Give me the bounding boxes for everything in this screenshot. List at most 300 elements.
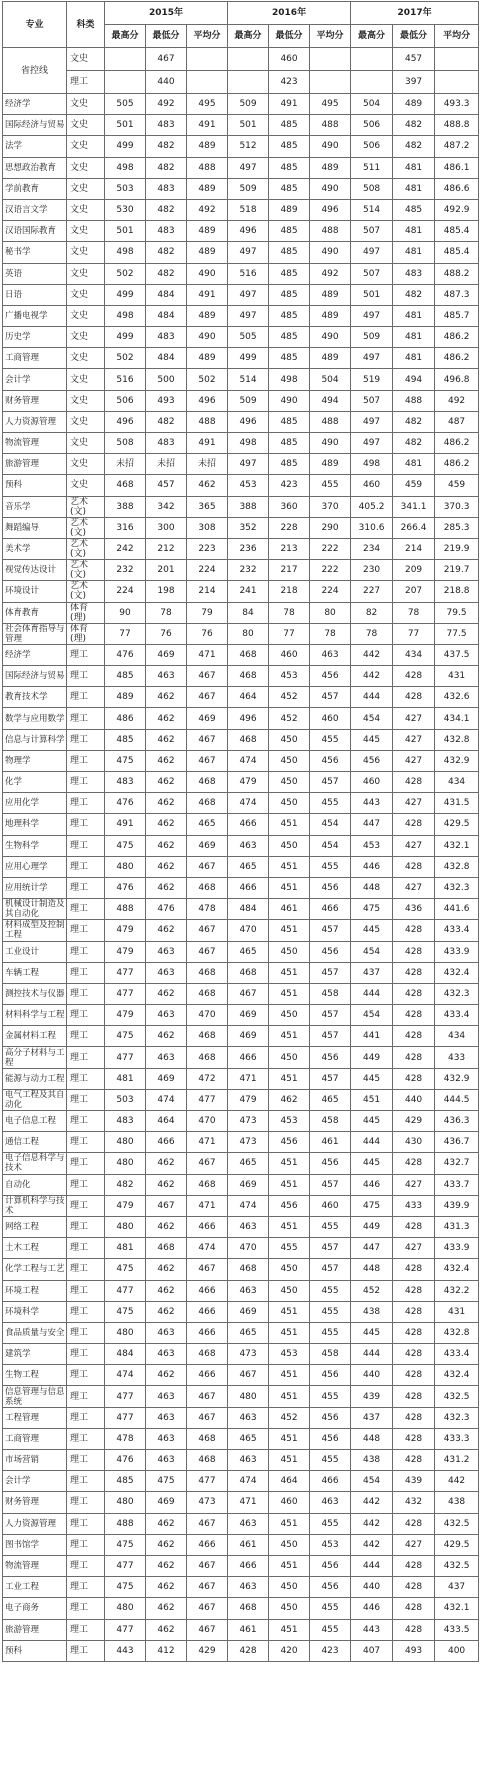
min-score-2016-cell: 464 [269, 1471, 310, 1492]
avg-score-2016-cell: 456 [310, 1047, 351, 1068]
table-row [3, 1132, 479, 1153]
min-score-2016-cell: 78 [269, 602, 310, 623]
max-score-2015-cell: 503 [105, 1089, 146, 1110]
avg-score-2015-cell: 488 [187, 157, 228, 178]
category-cell: 文史 [67, 305, 105, 326]
min-score-2015-cell: 469 [146, 1068, 187, 1089]
table-row [3, 411, 479, 432]
min-score-2016-cell: 485 [269, 348, 310, 369]
major-name-cell: 环境设计 [3, 581, 67, 602]
max-score-2017-cell: 442 [351, 1492, 393, 1513]
min-score-2017-cell: 428 [393, 1280, 435, 1301]
max-score-2016-cell: 471 [228, 1068, 269, 1089]
min-score-2015-cell: 未招 [146, 454, 187, 475]
avg-score-2015-cell: 466 [187, 1534, 228, 1555]
avg-score-2016-cell: 457 [310, 962, 351, 983]
max-score-2016-cell: 453 [228, 475, 269, 496]
avg-score-2015-cell: 471 [187, 1195, 228, 1216]
min-score-2015-cell: 462 [146, 1216, 187, 1237]
min-score-2017-cell: 428 [393, 1386, 435, 1407]
max-score-2015-cell: 443 [105, 1640, 146, 1661]
avg-score-2016-cell: 78 [310, 623, 351, 644]
min-score-2015-cell: 462 [146, 1259, 187, 1280]
avg-score-2016-cell: 489 [310, 284, 351, 305]
table-row [3, 1026, 479, 1047]
avg-score-2017-cell: 485.4 [435, 242, 479, 263]
max-score-2016-cell: 469 [228, 1026, 269, 1047]
table-row [3, 1216, 479, 1237]
max-score-2016-cell: 465 [228, 1428, 269, 1449]
admission-scores-table [2, 1, 479, 1662]
max-score-2016-cell: 473 [228, 1344, 269, 1365]
max-score-2016-cell: 496 [228, 708, 269, 729]
avg-score-2016-cell: 456 [310, 1555, 351, 1576]
avg-score-2016-cell: 290 [310, 517, 351, 538]
max-score-2016-cell: 468 [228, 644, 269, 665]
min-score-2016-cell: 450 [269, 729, 310, 750]
min-score-2016-cell: 455 [269, 1238, 310, 1259]
category-cell: 文史 [67, 178, 105, 199]
category-cell: 文史 [67, 284, 105, 305]
max-score-2016-cell: 466 [228, 1555, 269, 1576]
min-score-2016-cell: 217 [269, 560, 310, 581]
avg-score-2017-cell: 433.9 [435, 941, 479, 962]
max-score-2017-cell: 454 [351, 1471, 393, 1492]
avg-score-2017-cell: 496.8 [435, 369, 479, 390]
category-cell: 理工 [67, 877, 105, 898]
category-cell: 理工 [67, 708, 105, 729]
major-name-cell: 会计学 [3, 1471, 67, 1492]
avg-score-2017-cell: 432.4 [435, 1259, 479, 1280]
avg-score-2016-cell: 455 [310, 1619, 351, 1640]
min-score-2016-cell: 451 [269, 1068, 310, 1089]
avg-score-2017-cell: 432.2 [435, 1280, 479, 1301]
major-name-cell: 市场营销 [3, 1450, 67, 1471]
table-row [3, 708, 479, 729]
avg-score-2016-cell: 454 [310, 814, 351, 835]
max-score-2015-cell: 479 [105, 920, 146, 941]
min-score-2017-cell: 481 [393, 242, 435, 263]
category-cell: 文史 [67, 48, 105, 71]
avg-score-2015-cell: 495 [187, 94, 228, 115]
avg-score-2016-cell: 457 [310, 772, 351, 793]
min-score-2017-cell: 482 [393, 136, 435, 157]
category-cell: 理工 [67, 1322, 105, 1343]
major-name-cell: 物流管理 [3, 433, 67, 454]
min-score-2017-cell: 482 [393, 433, 435, 454]
avg-score-2016-cell: 490 [310, 242, 351, 263]
max-score-2017-cell: 508 [351, 178, 393, 199]
min-score-2015-cell: 482 [146, 263, 187, 284]
avg-score-2017-cell: 433.9 [435, 1238, 479, 1259]
major-name-cell: 物流管理 [3, 1555, 67, 1576]
min-score-2016-cell: 451 [269, 1301, 310, 1322]
table-row [3, 327, 479, 348]
table-header [3, 2, 479, 48]
avg-score-2017-cell: 433.4 [435, 920, 479, 941]
max-score-2015-cell: 483 [105, 772, 146, 793]
min-score-2016-cell: 77 [269, 623, 310, 644]
avg-score-2015-cell: 468 [187, 983, 228, 1004]
avg-score-2016-cell: 456 [310, 750, 351, 771]
max-score-header: 最高分 [228, 25, 269, 48]
min-score-2015-cell: 462 [146, 687, 187, 708]
max-score-2017-cell: 453 [351, 835, 393, 856]
min-score-2016-cell: 451 [269, 983, 310, 1004]
max-score-2017-cell: 446 [351, 1598, 393, 1619]
min-score-2015-cell: 463 [146, 941, 187, 962]
max-score-2015-cell: 90 [105, 602, 146, 623]
province-line-2016: 460 [269, 48, 310, 71]
category-cell: 艺术(文) [67, 581, 105, 602]
min-score-2015-cell: 462 [146, 1153, 187, 1174]
min-score-2015-cell: 466 [146, 1132, 187, 1153]
avg-score-2017-cell: 486.1 [435, 157, 479, 178]
major-name-cell: 电子商务 [3, 1598, 67, 1619]
avg-score-2016-cell: 456 [310, 1407, 351, 1428]
table-row [3, 433, 479, 454]
min-score-2017-cell: 427 [393, 877, 435, 898]
category-cell: 文史 [67, 221, 105, 242]
max-score-2015-cell: 480 [105, 1322, 146, 1343]
avg-score-2015-cell: 489 [187, 136, 228, 157]
avg-score-2016-cell: 455 [310, 475, 351, 496]
avg-score-2017-cell: 441.6 [435, 899, 479, 920]
max-score-2017-cell: 501 [351, 284, 393, 305]
max-score-2016-cell: 470 [228, 1238, 269, 1259]
avg-score-2015-cell: 467 [187, 1555, 228, 1576]
major-name-cell: 思想政治教育 [3, 157, 67, 178]
max-score-2016-cell: 466 [228, 1047, 269, 1068]
category-cell: 理工 [67, 644, 105, 665]
min-score-2016-cell: 451 [269, 1153, 310, 1174]
max-score-2015-cell: 476 [105, 644, 146, 665]
category-cell: 文史 [67, 136, 105, 157]
max-score-2016-cell: 509 [228, 178, 269, 199]
max-score-2015-cell: 476 [105, 1450, 146, 1471]
min-score-2015-cell: 462 [146, 708, 187, 729]
avg-score-2017-cell: 370.3 [435, 496, 479, 517]
table-row [3, 1174, 479, 1195]
avg-score-2015-cell: 491 [187, 115, 228, 136]
min-score-2016-cell: 453 [269, 666, 310, 687]
min-score-2016-cell: 228 [269, 517, 310, 538]
empty-cell [435, 48, 479, 71]
avg-score-2016-cell: 457 [310, 1238, 351, 1259]
max-score-2016-cell: 497 [228, 305, 269, 326]
year-header-2017: 2017年 [351, 2, 479, 25]
province-line-2015: 440 [146, 71, 187, 94]
category-cell: 文史 [67, 348, 105, 369]
min-score-2015-cell: 342 [146, 496, 187, 517]
max-score-2017-cell: 444 [351, 687, 393, 708]
max-score-2017-cell: 440 [351, 1577, 393, 1598]
table-row [3, 1619, 479, 1640]
avg-score-2016-cell: 455 [310, 1386, 351, 1407]
table-row [3, 729, 479, 750]
avg-score-2017-cell: 432.8 [435, 856, 479, 877]
avg-score-2015-cell: 223 [187, 538, 228, 559]
avg-score-2015-cell: 468 [187, 1450, 228, 1471]
avg-score-2017-cell: 432.4 [435, 1365, 479, 1386]
min-score-2017-cell: 209 [393, 560, 435, 581]
province-line-label: 省控线 [3, 48, 67, 94]
max-score-2016-cell: 466 [228, 814, 269, 835]
table-row [3, 178, 479, 199]
avg-score-2016-cell: 80 [310, 602, 351, 623]
category-cell: 文史 [67, 199, 105, 220]
max-score-2015-cell: 475 [105, 1301, 146, 1322]
major-name-cell: 材料成型及控制工程 [3, 920, 67, 941]
min-score-2015-cell: 482 [146, 157, 187, 178]
min-score-2016-cell: 451 [269, 877, 310, 898]
avg-score-2016-cell: 456 [310, 666, 351, 687]
table-row [3, 1492, 479, 1513]
max-score-2015-cell: 506 [105, 390, 146, 411]
min-score-2016-cell: 453 [269, 1111, 310, 1132]
avg-score-2016-cell: 455 [310, 1598, 351, 1619]
max-score-2016-cell: 473 [228, 1132, 269, 1153]
category-cell: 理工 [67, 1577, 105, 1598]
min-score-2017-cell: 428 [393, 962, 435, 983]
min-score-2016-cell: 450 [269, 1280, 310, 1301]
avg-score-2016-cell: 455 [310, 1280, 351, 1301]
min-score-2016-cell: 450 [269, 750, 310, 771]
max-score-2017-cell: 441 [351, 1026, 393, 1047]
category-cell: 理工 [67, 772, 105, 793]
min-score-2015-cell: 462 [146, 877, 187, 898]
max-score-2017-cell: 449 [351, 1216, 393, 1237]
avg-score-2017-cell: 486.2 [435, 348, 479, 369]
avg-score-2016-cell: 457 [310, 1068, 351, 1089]
avg-score-2017-cell: 432.3 [435, 1407, 479, 1428]
avg-score-2016-cell: 457 [310, 1005, 351, 1026]
max-score-2015-cell: 501 [105, 221, 146, 242]
category-cell: 理工 [67, 835, 105, 856]
avg-score-2017-cell: 431 [435, 1301, 479, 1322]
category-cell: 理工 [67, 1555, 105, 1576]
max-score-2016-cell: 468 [228, 1259, 269, 1280]
min-score-2016-cell: 485 [269, 242, 310, 263]
min-score-2015-cell: 500 [146, 369, 187, 390]
max-score-2017-cell: 509 [351, 327, 393, 348]
max-score-2016-cell: 497 [228, 284, 269, 305]
max-score-2015-cell: 503 [105, 178, 146, 199]
category-cell: 理工 [67, 1598, 105, 1619]
avg-score-2017-cell: 432.5 [435, 1555, 479, 1576]
avg-score-2016-cell: 490 [310, 178, 351, 199]
max-score-2016-cell: 463 [228, 1407, 269, 1428]
avg-score-2015-cell: 466 [187, 1301, 228, 1322]
avg-score-2015-cell: 79 [187, 602, 228, 623]
table-row [3, 1068, 479, 1089]
avg-score-2016-cell: 455 [310, 793, 351, 814]
avg-score-2016-cell: 494 [310, 390, 351, 411]
min-score-2015-cell: 492 [146, 94, 187, 115]
empty-cell [310, 71, 351, 94]
avg-score-2016-cell: 456 [310, 1365, 351, 1386]
major-name-cell: 化学工程与工艺 [3, 1259, 67, 1280]
min-score-2016-cell: 485 [269, 433, 310, 454]
min-score-2017-cell: 266.4 [393, 517, 435, 538]
min-score-2016-cell: 450 [269, 793, 310, 814]
major-name-cell: 自动化 [3, 1174, 67, 1195]
min-score-2015-cell: 463 [146, 962, 187, 983]
avg-score-2015-cell: 466 [187, 1216, 228, 1237]
max-score-2016-cell: 497 [228, 157, 269, 178]
max-score-2015-cell: 480 [105, 1216, 146, 1237]
category-cell: 文史 [67, 94, 105, 115]
max-score-2016-cell: 474 [228, 793, 269, 814]
table-row [3, 538, 479, 559]
major-name-cell: 食品质量与安全 [3, 1322, 67, 1343]
min-score-header: 最低分 [269, 25, 310, 48]
min-score-2016-cell: 485 [269, 157, 310, 178]
avg-score-2017-cell: 432.6 [435, 687, 479, 708]
table-body [3, 48, 479, 1662]
max-score-2015-cell: 477 [105, 1619, 146, 1640]
min-score-2015-cell: 462 [146, 1280, 187, 1301]
avg-score-2017-cell: 433 [435, 1047, 479, 1068]
category-cell: 文史 [67, 327, 105, 348]
max-score-2016-cell: 499 [228, 348, 269, 369]
category-cell: 理工 [67, 1068, 105, 1089]
max-score-2016-cell: 469 [228, 1301, 269, 1322]
major-name-cell: 计算机科学与技术 [3, 1195, 67, 1216]
min-score-2015-cell: 462 [146, 1365, 187, 1386]
min-score-2017-cell: 428 [393, 1068, 435, 1089]
avg-score-2017-cell: 429.5 [435, 1534, 479, 1555]
major-name-cell: 应用心理学 [3, 856, 67, 877]
max-score-2015-cell: 480 [105, 1153, 146, 1174]
max-score-2015-cell: 478 [105, 1428, 146, 1449]
avg-score-2016-cell: 456 [310, 1428, 351, 1449]
max-score-2015-cell: 480 [105, 1492, 146, 1513]
avg-score-2015-cell: 468 [187, 1428, 228, 1449]
min-score-2016-cell: 485 [269, 327, 310, 348]
max-score-2015-cell: 480 [105, 1598, 146, 1619]
major-name-cell: 体育教育 [3, 602, 67, 623]
min-score-2015-cell: 483 [146, 178, 187, 199]
category-cell: 理工 [67, 1450, 105, 1471]
max-score-2016-cell: 463 [228, 1450, 269, 1471]
avg-score-2016-cell: 460 [310, 1195, 351, 1216]
avg-score-2015-cell: 473 [187, 1492, 228, 1513]
min-score-2017-cell: 429 [393, 1111, 435, 1132]
avg-score-2016-cell: 456 [310, 877, 351, 898]
max-score-2015-cell: 475 [105, 1534, 146, 1555]
avg-score-2016-cell: 458 [310, 983, 351, 1004]
avg-score-2015-cell: 489 [187, 348, 228, 369]
table-row [3, 1450, 479, 1471]
table-row [3, 1407, 479, 1428]
avg-score-2017-cell: 79.5 [435, 602, 479, 623]
major-name-cell: 工业工程 [3, 1577, 67, 1598]
avg-score-2016-cell: 455 [310, 1216, 351, 1237]
province-line-2017: 457 [393, 48, 435, 71]
min-score-2015-cell: 463 [146, 666, 187, 687]
min-score-2016-cell: 485 [269, 305, 310, 326]
min-score-2016-cell: 451 [269, 920, 310, 941]
empty-cell [351, 48, 393, 71]
min-score-2015-cell: 78 [146, 602, 187, 623]
max-score-2015-cell: 498 [105, 242, 146, 263]
min-score-2015-cell: 462 [146, 920, 187, 941]
year-header-2015: 2015年 [105, 2, 228, 25]
avg-score-2015-cell: 502 [187, 369, 228, 390]
min-score-2017-cell: 430 [393, 1132, 435, 1153]
major-name-cell: 预科 [3, 1640, 67, 1661]
avg-score-2015-cell: 467 [187, 1513, 228, 1534]
max-score-2016-cell: 479 [228, 1089, 269, 1110]
max-score-2015-cell: 530 [105, 199, 146, 220]
min-score-2017-cell: 428 [393, 941, 435, 962]
max-score-2017-cell: 497 [351, 305, 393, 326]
major-name-cell: 图书馆学 [3, 1534, 67, 1555]
min-score-2017-cell: 483 [393, 263, 435, 284]
avg-score-2017-cell: 219.9 [435, 538, 479, 559]
max-score-2017-cell: 445 [351, 729, 393, 750]
avg-score-2016-cell: 457 [310, 1026, 351, 1047]
min-score-2017-cell: 428 [393, 666, 435, 687]
major-name-cell: 测控技术与仪器 [3, 983, 67, 1004]
major-name-cell: 物理学 [3, 750, 67, 771]
min-score-2017-cell: 440 [393, 1089, 435, 1110]
min-score-2015-cell: 462 [146, 983, 187, 1004]
avg-score-2017-cell: 432.9 [435, 750, 479, 771]
category-cell: 文史 [67, 263, 105, 284]
max-score-2017-cell: 460 [351, 475, 393, 496]
avg-score-2017-cell: 485.7 [435, 305, 479, 326]
category-cell: 文史 [67, 157, 105, 178]
table-row [3, 920, 479, 941]
min-score-2015-cell: 483 [146, 221, 187, 242]
min-score-2015-cell: 212 [146, 538, 187, 559]
max-score-2016-cell: 468 [228, 962, 269, 983]
major-name-cell: 广播电视学 [3, 305, 67, 326]
max-score-2015-cell: 485 [105, 729, 146, 750]
table-row [3, 1047, 479, 1068]
table-row [3, 1365, 479, 1386]
max-score-2016-cell: 465 [228, 1322, 269, 1343]
avg-score-2016-cell: 461 [310, 1132, 351, 1153]
max-score-2016-cell: 465 [228, 941, 269, 962]
max-score-2017-cell: 475 [351, 899, 393, 920]
max-score-2016-cell: 467 [228, 1365, 269, 1386]
min-score-2017-cell: 427 [393, 1174, 435, 1195]
min-score-2015-cell: 300 [146, 517, 187, 538]
min-score-2017-cell: 485 [393, 199, 435, 220]
province-line-row [3, 71, 479, 94]
table-row [3, 1513, 479, 1534]
min-score-2017-cell: 428 [393, 1365, 435, 1386]
major-name-cell: 国际经济与贸易 [3, 115, 67, 136]
max-score-2015-cell: 477 [105, 962, 146, 983]
max-score-2015-cell: 232 [105, 560, 146, 581]
max-score-2016-cell: 484 [228, 899, 269, 920]
min-score-2017-cell: 428 [393, 1598, 435, 1619]
min-score-2017-cell: 482 [393, 411, 435, 432]
major-name-cell: 音乐学 [3, 496, 67, 517]
major-name-cell: 财务管理 [3, 390, 67, 411]
category-cell: 理工 [67, 1238, 105, 1259]
min-score-2017-cell: 428 [393, 1005, 435, 1026]
max-score-2016-cell: 480 [228, 1386, 269, 1407]
max-score-2017-cell: 448 [351, 877, 393, 898]
min-score-2016-cell: 450 [269, 1577, 310, 1598]
min-score-2015-cell: 467 [146, 1195, 187, 1216]
max-score-2016-cell: 241 [228, 581, 269, 602]
